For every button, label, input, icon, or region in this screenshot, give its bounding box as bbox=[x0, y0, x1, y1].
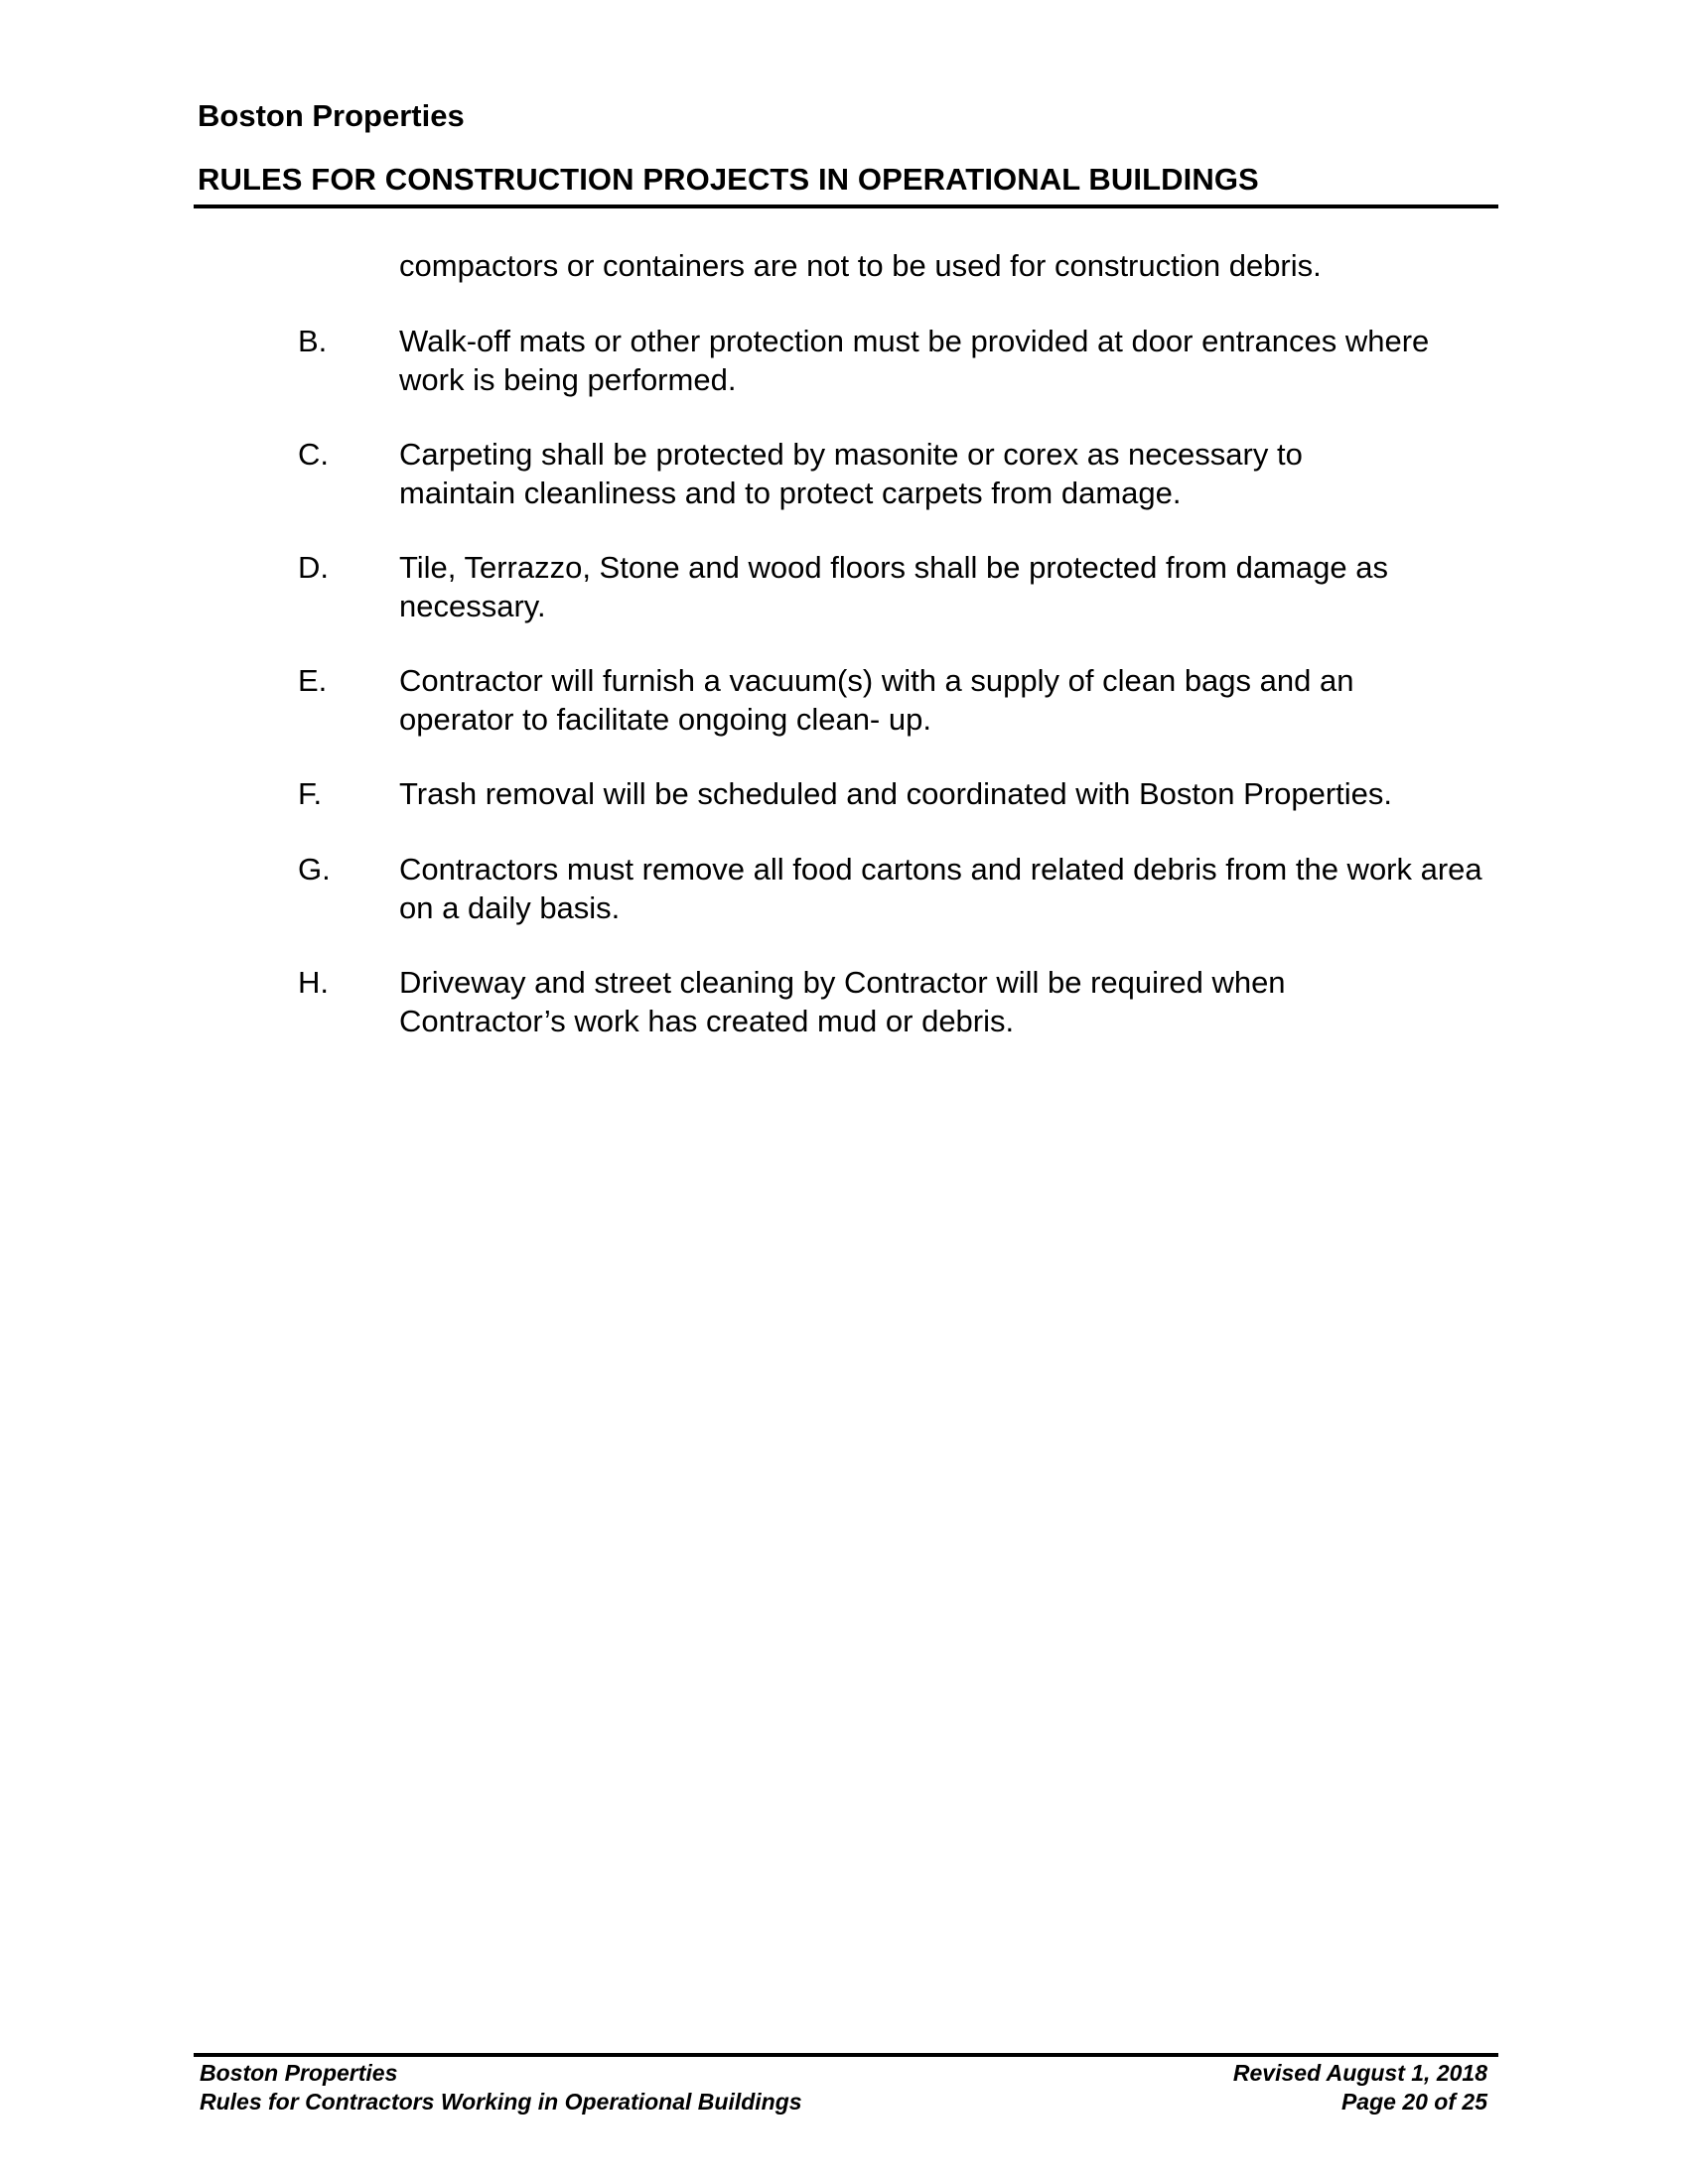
list-item-letter: G. bbox=[298, 852, 331, 887]
list-item-letter: C. bbox=[298, 437, 329, 472]
header-company-name: Boston Properties bbox=[198, 98, 465, 133]
document-title: RULES FOR CONSTRUCTION PROJECTS IN OPERATIONAL BUILDINGS bbox=[198, 162, 1259, 197]
continuation-text: compactors or containers are not to be used for construction debris. bbox=[399, 248, 1322, 283]
list-item-text: Tile, Terrazzo, Stone and wood floors shall be protected from damage as necessary. bbox=[399, 550, 1388, 623]
footer-divider bbox=[194, 2053, 1498, 2057]
list-item-letter: H. bbox=[298, 965, 329, 1000]
footer-document-name: Rules for Contractors Working in Operational Buildings bbox=[200, 2089, 802, 2115]
list-item-text: Carpeting shall be protected by masonite or corex as necessary to maintain cleanliness and to protect carpets from damage. bbox=[399, 437, 1303, 510]
footer-right bbox=[1233, 2059, 1487, 2116]
list-item-text: Contractors must remove all food cartons and related debris from the work area on a daily basis. bbox=[399, 852, 1482, 925]
footer-page-number: Page 20 of 25 bbox=[1340, 2089, 1487, 2115]
list-item-letter: B. bbox=[298, 324, 328, 358]
list-item-text: Trash removal will be scheduled and coordinated with Boston Properties. bbox=[399, 776, 1392, 811]
list-item-text: Walk-off mats or other protection must be provided at door entrances where work is being performed. bbox=[399, 324, 1430, 397]
list-item-text: Contractor will furnish a vacuum(s) with a supply of clean bags and an operator to facilitate ongoing clean- up. bbox=[399, 663, 1354, 737]
list-item-letter: F. bbox=[298, 776, 323, 811]
footer-revision-date: Revised August 1, 2018 bbox=[1232, 2060, 1487, 2086]
header-divider bbox=[194, 205, 1498, 208]
footer-left bbox=[200, 2059, 802, 2116]
list-item-text: Driveway and street cleaning by Contractor will be required when Contractor’s work has created mud or debris. bbox=[399, 965, 1286, 1038]
list-item-letter: E. bbox=[298, 663, 328, 698]
list-item-letter: D. bbox=[298, 550, 329, 585]
footer-company-name: Boston Properties bbox=[200, 2060, 398, 2086]
